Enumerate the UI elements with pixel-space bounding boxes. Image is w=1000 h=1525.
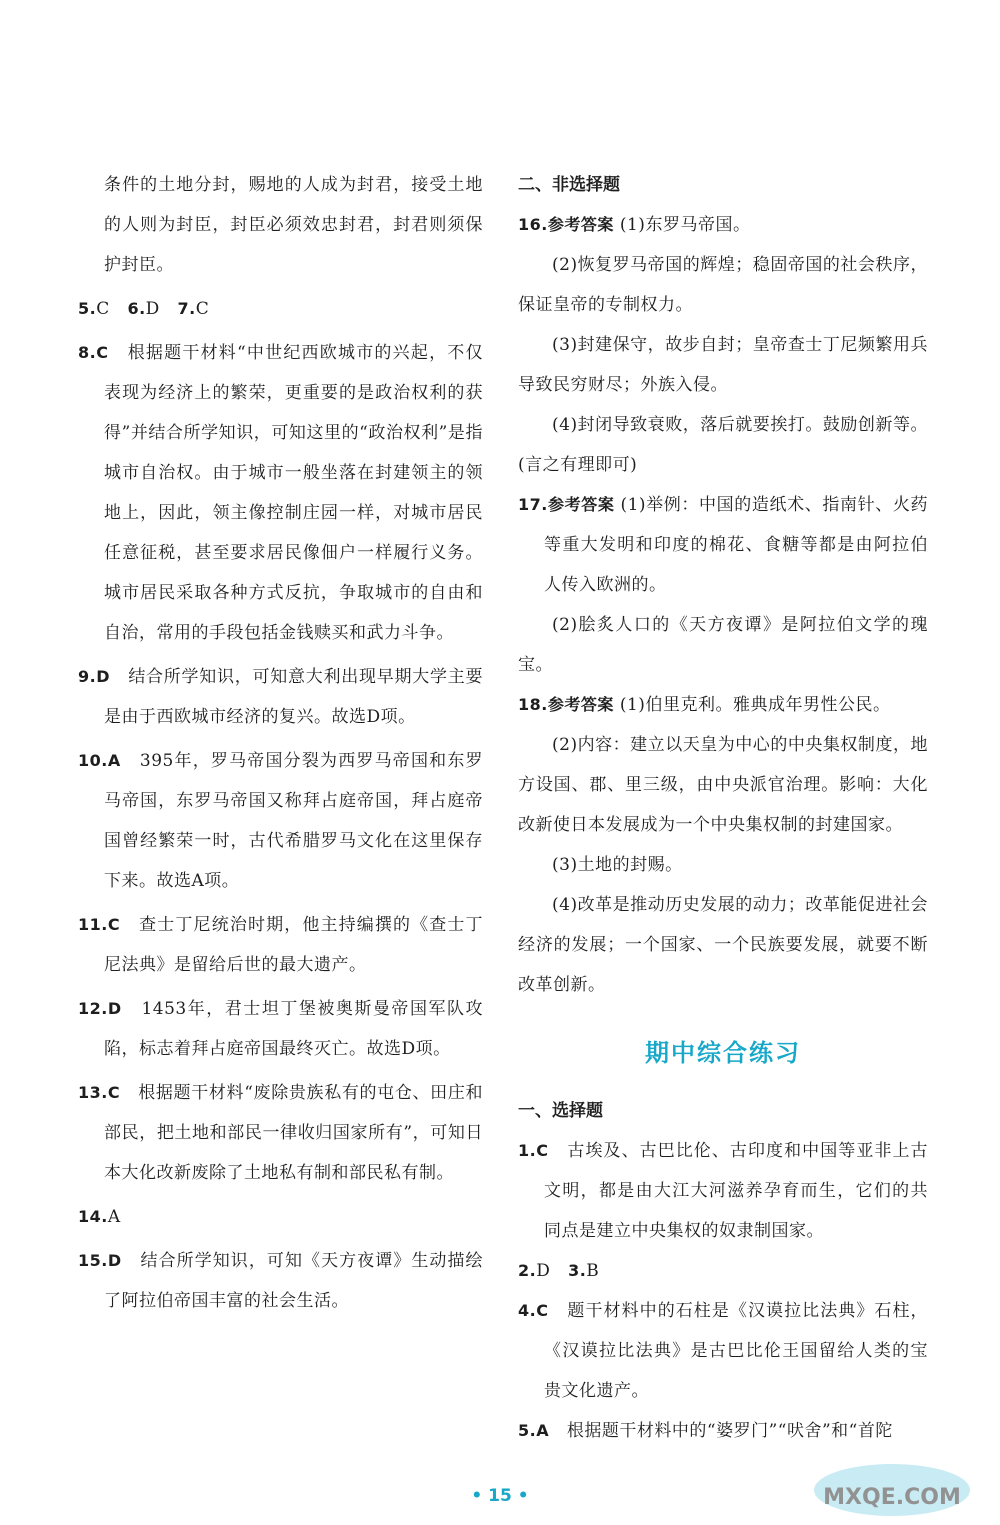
m2-number: 2. [518, 1261, 537, 1280]
m4-number: 4. [518, 1301, 537, 1320]
q14-answer: A [107, 1207, 121, 1227]
q17-number: 17. [518, 495, 548, 514]
midterm-title: 期中综合练习 [645, 1038, 801, 1067]
q16-answer-1: (1)东罗马帝国。 [619, 215, 751, 235]
section-non-choice-heading: 二、非选择题 [518, 175, 620, 195]
q14-number: 14. [78, 1207, 108, 1226]
q12-explanation: 1453年，君士坦丁堡被奥斯曼帝国军队攻陷，标志着拜占庭帝国最终灭亡。故选D项。 [104, 999, 483, 1059]
page-number: • 15 • [471, 1486, 529, 1506]
q8-answer: C [96, 343, 109, 362]
m4-item [518, 1291, 928, 1411]
m1-answer: C [536, 1141, 549, 1160]
q7-answer: C [195, 299, 210, 319]
q10-explanation: 395年，罗马帝国分裂为西罗马帝国和东罗马帝国，东罗马帝国又称拜占庭帝国，拜占庭帝国曾经繁荣一时，古代希腊罗马文化在这里保存下来。故选A项。 [104, 751, 484, 891]
q18-number: 18. [518, 695, 548, 714]
q11-number: 11. [78, 915, 108, 934]
q12-item [78, 989, 483, 1069]
q6-number: 6. [127, 299, 146, 318]
q16-number: 16. [518, 215, 548, 234]
m3-answer: B [586, 1261, 600, 1281]
m5-item [518, 1411, 928, 1451]
q11-answer: C [107, 915, 121, 934]
q11-explanation: 查士丁尼统治时期，他主持编撰的《查士丁尼法典》是留给后世的最大遗产。 [104, 915, 484, 975]
q8-number: 8. [78, 343, 97, 362]
left-column [78, 165, 483, 1321]
m4-answer: C [536, 1301, 549, 1320]
q16-answer-4: (4)封闭导致衰败，落后就要挨打。鼓励创新等。(言之有理即可) [518, 415, 928, 475]
watermark-text: MXQE.COM [823, 1485, 961, 1510]
q7-number: 7. [177, 299, 196, 318]
section-choice-heading: 一、选择题 [518, 1101, 603, 1121]
q17-ref-label: 参考答案 [547, 495, 615, 514]
q9-item [78, 657, 483, 737]
q5-number: 5. [78, 299, 97, 318]
q9-explanation: 结合所学知识，可知意大利出现早期大学主要是由于西欧城市经济的复兴。故选D项。 [104, 667, 484, 727]
q13-explanation: 根据题干材料“废除贵族私有的屯仓、田庄和部民，把土地和部民一律收归国家所有”，可知日本大化改新废除了土地私有制和部民私有制。 [104, 1083, 483, 1183]
m4-explanation: 题干材料中的石柱是《汉谟拉比法典》石柱，《汉谟拉比法典》是古巴比伦王国留给人类的宝贵文化遗产。 [544, 1301, 929, 1401]
m3-number: 3. [568, 1261, 587, 1280]
answer-row-5-7 [78, 289, 483, 329]
q12-answer: D [107, 999, 122, 1018]
q13-number: 13. [78, 1083, 108, 1102]
q6-answer: D [145, 299, 160, 319]
m5-number: 5. [518, 1421, 537, 1440]
q10-answer: A [107, 751, 121, 770]
q8-item [78, 333, 483, 653]
q15-number: 15. [78, 1251, 108, 1270]
q18-ref-label: 参考答案 [547, 695, 614, 714]
q13-item [78, 1073, 483, 1193]
q9-number: 9. [78, 667, 97, 686]
q18-item [518, 685, 928, 725]
m1-item [518, 1131, 928, 1251]
watermark-logo [812, 1448, 972, 1518]
q13-answer: C [107, 1083, 121, 1102]
m2-answer: D [536, 1261, 551, 1281]
q8-explanation: 根据题干材料“中世纪西欧城市的兴起，不仅表现为经济上的繁荣，更重要的是政治权利的获得”并结合所学知识，可知这里的“政治权利”是指城市自治权。由于城市一般坐落在封建领主的领地上，因此，领主像控制庄园一样，对城市居民任意征税，甚至要求居民像佃户一样履行义务。城市居民采取各种方式反抗，争取城市的自由和自治，常用的手段包括金钱赎买和武力斗争。 [104, 343, 483, 643]
q17-answer-1: (1)举例：中国的造纸术、指南针、火药等重大发明和印度的棉花、食糖等都是由阿拉伯人传入欧洲的。 [544, 495, 928, 595]
q11-item [78, 905, 483, 985]
m5-explanation: 根据题干材料中的“婆罗门”“吠舍”和“首陀 [566, 1421, 893, 1441]
q16-answer-3: (3)封建保守，故步自封；皇帝查士丁尼频繁用兵导致民穷财尽；外族入侵。 [518, 335, 928, 395]
q10-item [78, 741, 483, 901]
m5-answer: A [536, 1421, 550, 1440]
q18-answer-4: (4)改革是推动历史发展的动力；改革能促进社会经济的发展；一个国家、一个民族要发展，就要不断改革创新。 [518, 895, 928, 995]
q18-answer-1: (1)伯里克利。雅典成年男性公民。 [619, 695, 891, 715]
q4-continuation: 条件的土地分封，赐地的人成为封君，接受土地的人则为封臣，封臣必须效忠封君，封君则须保护封臣。 [104, 175, 483, 275]
q12-number: 12. [78, 999, 108, 1018]
q16-ref-label: 参考答案 [547, 215, 614, 234]
q9-answer: D [96, 667, 110, 686]
q17-answer-2: (2)脍炙人口的《天方夜谭》是阿拉伯文学的瑰宝。 [518, 615, 928, 675]
q18-answer-2: (2)内容：建立以天皇为中心的中央集权制度，地方设国、郡、里三级，由中央派官治理。影响：大化改新使日本发展成为一个中央集权制的封建国家。 [518, 735, 928, 835]
q17-item [518, 485, 928, 605]
q16-answer-2: (2)恢复罗马帝国的辉煌；稳固帝国的社会秩序，保证皇帝的专制权力。 [518, 255, 928, 315]
right-column [518, 165, 928, 1451]
m1-explanation: 古埃及、古巴比伦、古印度和中国等亚非上古文明，都是由大江大河滋养孕育而生，它们的共同点是建立中央集权的奴隶制国家。 [544, 1141, 929, 1241]
q16-item [518, 205, 928, 245]
q15-item [78, 1241, 483, 1321]
answer-row-m2-m3 [518, 1251, 928, 1291]
q14-item [78, 1197, 483, 1237]
q15-answer: D [107, 1251, 122, 1270]
q10-number: 10. [78, 751, 108, 770]
q18-answer-3: (3)土地的封赐。 [552, 855, 683, 875]
q15-explanation: 结合所学知识，可知《天方夜谭》生动描绘了阿拉伯帝国丰富的社会生活。 [104, 1251, 484, 1311]
m1-number: 1. [518, 1141, 537, 1160]
q5-answer: C [96, 299, 110, 319]
